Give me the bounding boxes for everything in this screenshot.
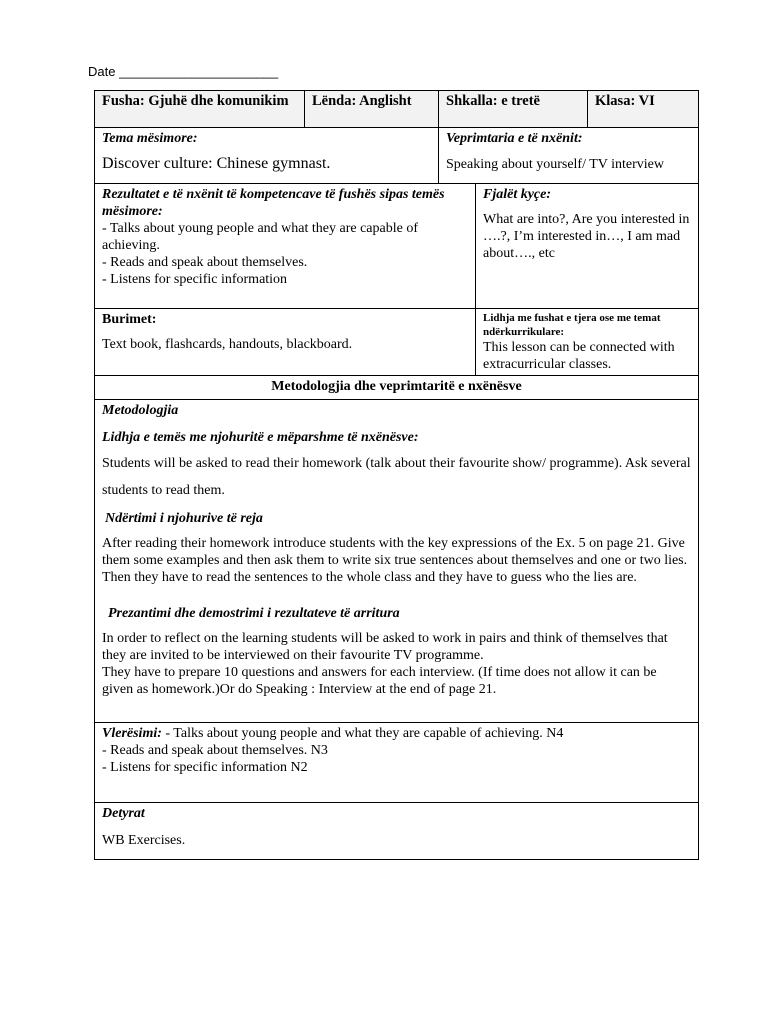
- lenda-cell: Lënda: Anglisht: [305, 91, 439, 128]
- section1-text: Students will be asked to read their homework (talk about their favourite show/ programme). Ask several students to read them.: [102, 456, 691, 498]
- rezultatet-row: [95, 184, 699, 309]
- detyrat-cell: [95, 803, 699, 860]
- detyrat-value: WB Exercises.: [102, 833, 186, 848]
- list-item: - Listens for specific information N2: [102, 760, 308, 775]
- vleresimi-first-line: [102, 725, 691, 742]
- rezultatet-cell: [95, 184, 476, 309]
- metodologjia-label: Metodologjia: [102, 403, 179, 418]
- metodologjia-title-row: [95, 376, 699, 400]
- veprimtaria-value: Speaking about yourself/ TV interview: [446, 157, 664, 172]
- veprimtaria-label: Veprimtaria e të nxënit:: [446, 131, 583, 146]
- list-item: - Reads and speak about themselves. N3: [102, 743, 328, 758]
- tema-row: [95, 128, 699, 184]
- fjalet-value: What are into?, Are you interested in ….?, I’m interested in…, I am mad about…., etc: [483, 212, 690, 261]
- tema-value: Discover culture: Chinese gymnast.: [102, 155, 331, 172]
- burimet-value: Text book, flashcards, handouts, blackboard.: [102, 337, 353, 352]
- lesson-plan-table: [94, 90, 699, 860]
- veprimtaria-cell: [439, 128, 699, 184]
- list-item: - Talks about young people and what they are capable of achieving.: [102, 221, 418, 253]
- section2-text-2: Then they have to read the sentences to the whole class and they have to guess who the lies are.: [102, 570, 637, 585]
- section1-title: Lidhja e temës me njohuritë e mëparshme të nxënësve:: [102, 430, 419, 445]
- tema-cell: [95, 128, 439, 184]
- metodologjia-row: [95, 400, 699, 723]
- section2-title: Ndërtimi i njohurive të reja: [105, 511, 263, 526]
- tema-label: Tema mësimore:: [102, 131, 198, 146]
- section3-text-2: They have to prepare 10 questions and answers for each interview. (If time does not allow it can be given as homework.)Or do Speaking : Interview at the end of page 21.: [102, 665, 657, 697]
- burimet-cell: [95, 309, 476, 376]
- metodologjia-cell: [95, 400, 699, 723]
- lidhja-label: Lidhja me fushat e tjera ose me temat ndërkurrikulare:: [483, 312, 661, 338]
- list-item: - Reads and speak about themselves.: [102, 255, 308, 270]
- date-field: Date ______________________: [88, 64, 279, 79]
- shkalla-cell: Shkalla: e tretë: [439, 91, 588, 128]
- fjalet-label: Fjalët kyçe:: [483, 187, 552, 202]
- vleresimi-cell: [95, 723, 699, 803]
- section2-text-1: After reading their homework introduce students with the key expressions of the Ex. 5 on page 21. Give them some examples and then ask them to write six true sentences about themselves and one or two lies.: [102, 536, 688, 568]
- burimet-row: [95, 309, 699, 376]
- klasa-cell: Klasa: VI: [588, 91, 699, 128]
- lidhja-cell: [476, 309, 699, 376]
- list-item: - Listens for specific information: [102, 272, 288, 287]
- lidhja-value: This lesson can be connected with extracurricular classes.: [483, 340, 675, 372]
- header-row: [95, 91, 699, 128]
- detyrat-row: [95, 803, 699, 860]
- vleresimi-row: [95, 723, 699, 803]
- section3-title: Prezantimi dhe demostrimi i rezultateve të arritura: [108, 606, 400, 621]
- detyrat-label: Detyrat: [102, 806, 145, 821]
- section3-text-1: In order to reflect on the learning students will be asked to work in pairs and think of themselves that they are invited to be interviewed on their favourite TV programme.: [102, 631, 668, 663]
- burimet-label: Burimet:: [102, 312, 157, 327]
- vleresimi-first: - Talks about young people and what they are capable of achieving. N4: [161, 726, 564, 741]
- rezultatet-label: Rezultatet e të nxënit të kompetencave të fushës sipas temës mësimore:: [102, 187, 445, 219]
- fusha-cell: Fusha: Gjuhë dhe komunikim: [95, 91, 305, 128]
- fjalet-cell: [476, 184, 699, 309]
- vleresimi-label: Vlerësimi:: [102, 726, 162, 741]
- metodologjia-title: Metodologjia dhe veprimtaritë e nxënësve: [95, 376, 699, 400]
- rezultatet-list: [102, 220, 468, 288]
